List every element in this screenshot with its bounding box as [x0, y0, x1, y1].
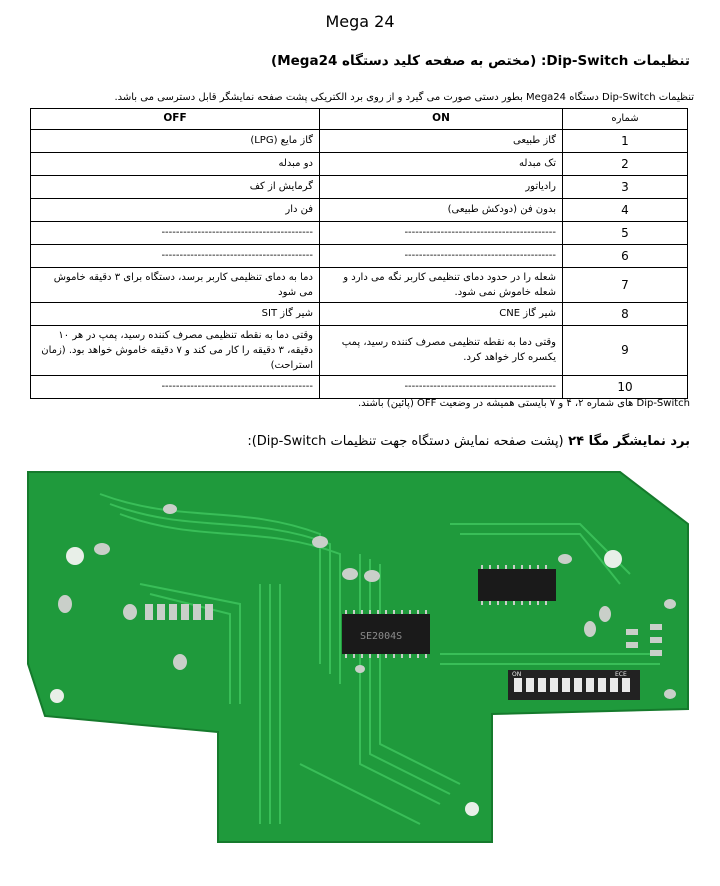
row-on: تک مبدله — [320, 152, 563, 175]
row-off: گرمایش از کف — [31, 175, 320, 198]
row-number: 8 — [563, 302, 688, 325]
pcb-board-photo — [20, 464, 696, 864]
section-heading: تنظیمات Dip-Switch: (مختص به صفحه کلید دستگاه Mega24) — [271, 53, 690, 69]
header-number: شماره — [563, 109, 688, 130]
row-number: 5 — [563, 221, 688, 244]
header-on: ON — [320, 109, 563, 130]
dip-switch-note: Dip-Switch های شماره ۲، ۴ و ۷ بایستی همیشه در وضعیت OFF (پائین) باشند. — [357, 398, 690, 409]
row-number: 6 — [563, 244, 688, 267]
row-number: 3 — [563, 175, 688, 198]
row-off: وقتی دما به نقطه تنظیمی مصرف کننده رسید، پمپ در هر ۱۰ دقیقه، ۳ دقیقه را کار می کند و ۷ دقیقه خاموش خواهد بود. (زمان استراحت) — [31, 325, 320, 375]
table-row — [31, 175, 688, 198]
row-off: فن دار — [31, 198, 320, 221]
row-on: بدون فن (دودکش طبیعی) — [320, 198, 563, 221]
row-on: ------------------------------------------ — [320, 244, 563, 267]
row-on: ------------------------------------------ — [320, 221, 563, 244]
mounting-hole — [66, 547, 84, 565]
row-off: ------------------------------------------ — [31, 375, 320, 398]
row-number: 10 — [563, 375, 688, 398]
dip-switch-table — [30, 108, 688, 399]
table-row — [31, 302, 688, 325]
board-heading — [247, 434, 690, 449]
row-number: 1 — [563, 129, 688, 152]
row-number: 7 — [563, 267, 688, 302]
document-title: Mega 24 — [325, 12, 395, 31]
row-off: ------------------------------------------ — [31, 244, 320, 267]
row-number: 2 — [563, 152, 688, 175]
board-heading-sub: (پشت صفحه نمایش دستگاه جهت تنظیمات Dip-Switch): — [247, 434, 564, 449]
table-row — [31, 375, 688, 398]
row-on: ------------------------------------------ — [320, 375, 563, 398]
row-off: گاز مایع (LPG) — [31, 129, 320, 152]
table-row — [31, 221, 688, 244]
table-row — [31, 198, 688, 221]
dip-switch-component — [508, 670, 640, 700]
row-on: گاز طبیعی — [320, 129, 563, 152]
table-row — [31, 244, 688, 267]
dip-switch-on-label: ON — [512, 671, 522, 678]
mounting-hole — [604, 550, 622, 568]
ic-chip-right — [478, 565, 556, 605]
dip-switch-brand: ECE — [615, 671, 627, 678]
table-row — [31, 325, 688, 375]
table-row — [31, 152, 688, 175]
row-on: وقتی دما به نقطه تنظیمی مصرف کننده رسید، پمپ یکسره کار خواهد کرد. — [320, 325, 563, 375]
row-on: رادیاتور — [320, 175, 563, 198]
table-row — [31, 267, 688, 302]
chip-marking: SE2004S — [360, 631, 403, 642]
board-heading-main: برد نمایشگر مگا ۲۴ — [568, 434, 690, 449]
row-on: شیر گاز CNE — [320, 302, 563, 325]
table-row — [31, 129, 688, 152]
row-off: دو مبدله — [31, 152, 320, 175]
row-off: شیر گاز SIT — [31, 302, 320, 325]
pcb-board — [28, 472, 688, 842]
table-header-row — [31, 109, 688, 130]
mounting-hole — [50, 689, 64, 703]
row-on: شعله را در حدود دمای تنظیمی کاربر نگه می دارد و شعله خاموش نمی شود. — [320, 267, 563, 302]
row-off: دما به دمای تنظیمی کاربر برسد، دستگاه برای ۳ دقیقه خاموش می شود — [31, 267, 320, 302]
row-number: 9 — [563, 325, 688, 375]
header-off: OFF — [31, 109, 320, 130]
row-off: ------------------------------------------ — [31, 221, 320, 244]
intro-text: تنظیمات Dip-Switch دستگاه Mega24 بطور دستی صورت می گیرد و از روی برد الکتریکی پشت صفحه نمایشگر قابل دسترسی می باشد. — [114, 92, 694, 103]
ic-chip-left — [342, 610, 430, 658]
mounting-hole — [465, 802, 479, 816]
row-number: 4 — [563, 198, 688, 221]
